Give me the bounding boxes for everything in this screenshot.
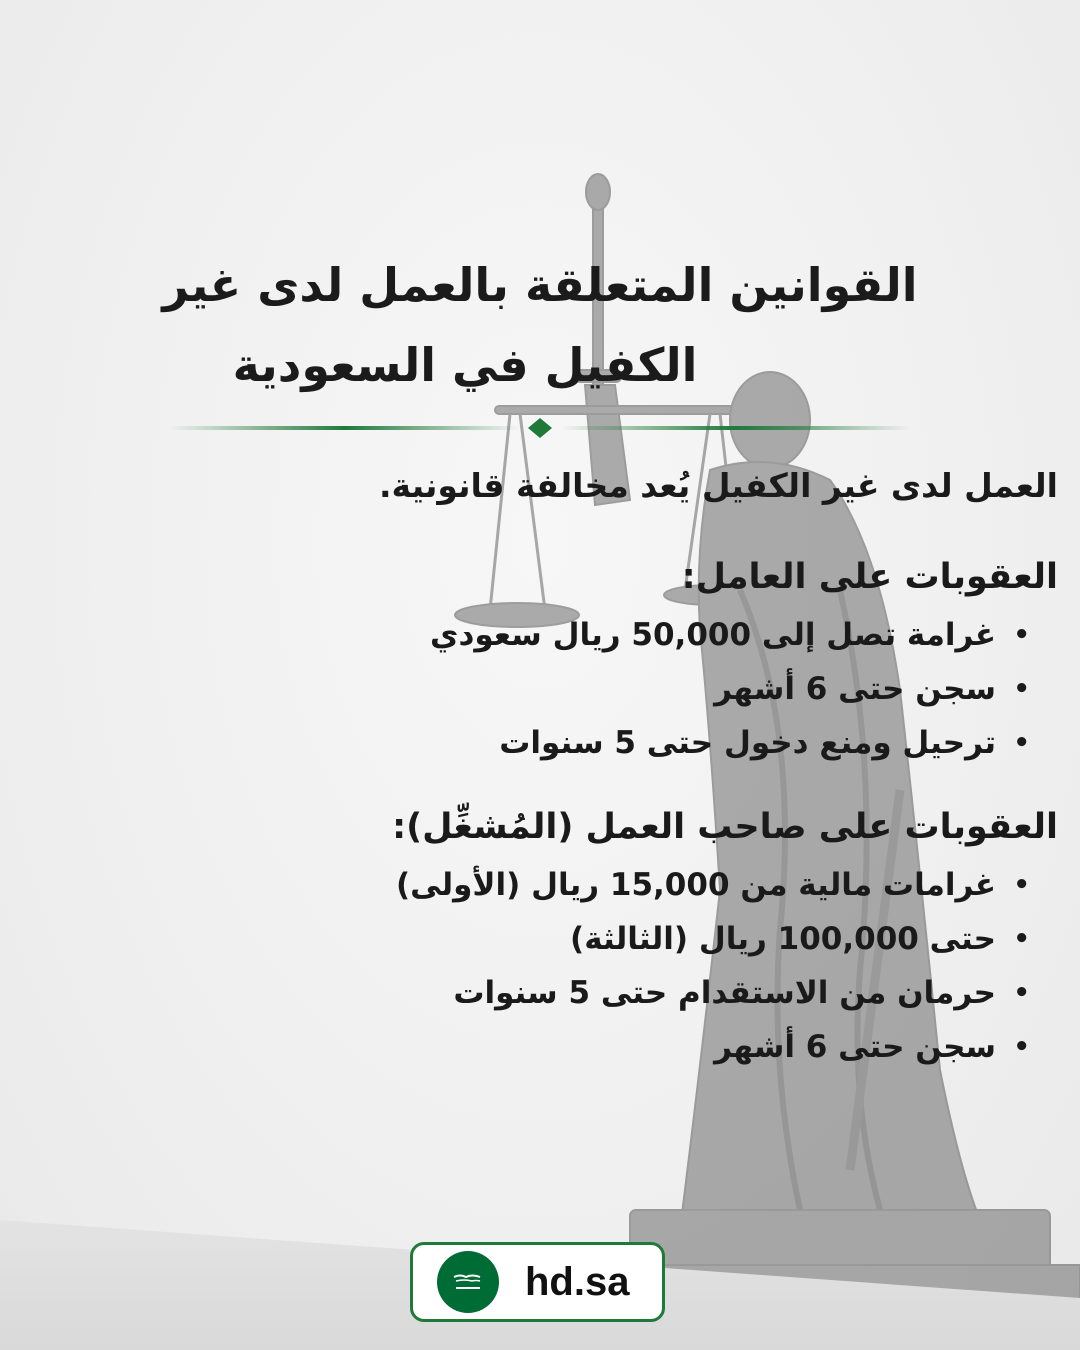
lead-statement: العمل لدى غير الكفيل يُعد مخالفة قانونية.: [379, 466, 1058, 505]
saudi-flag-icon: [437, 1251, 499, 1313]
worker-penalties-heading: العقوبات على العامل:: [681, 557, 1058, 597]
brand-badge[interactable]: [410, 1242, 665, 1322]
bullet-icon: •: [1013, 978, 1030, 1008]
bullet-icon: •: [1013, 620, 1030, 650]
page-title: [100, 245, 980, 405]
bullet-icon: •: [1013, 674, 1030, 704]
title-line-2: الكفيل في السعودية: [232, 338, 698, 392]
list-item: • سجن حتى 6 أشهر: [58, 1020, 996, 1074]
content-block: [58, 460, 1058, 1096]
list-item: • ترحيل ومنع دخول حتى 5 سنوات: [58, 716, 996, 770]
bullet-icon: •: [1013, 870, 1030, 900]
employer-penalties-list: [58, 858, 1058, 1074]
title-line-1: القوانين المتعلقة بالعمل لدى غير: [162, 258, 918, 312]
worker-penalties-list: [58, 608, 1058, 770]
employer-penalties-heading: العقوبات على صاحب العمل (المُشغِّل):: [392, 807, 1058, 847]
list-item: • سجن حتى 6 أشهر: [58, 662, 996, 716]
brand-name: hd.sa: [525, 1259, 630, 1304]
list-item: • حرمان من الاستقدام حتى 5 سنوات: [58, 966, 996, 1020]
bullet-icon: •: [1013, 728, 1030, 758]
bullet-icon: •: [1013, 1032, 1030, 1062]
ornamental-divider: [170, 418, 910, 438]
list-item: • غرامات مالية من 15,000 ريال (الأولى): [58, 858, 996, 912]
bullet-icon: •: [1013, 924, 1030, 954]
list-item: • حتى 100,000 ريال (الثالثة): [58, 912, 996, 966]
list-item: • غرامة تصل إلى 50,000 ريال سعودي: [58, 608, 996, 662]
